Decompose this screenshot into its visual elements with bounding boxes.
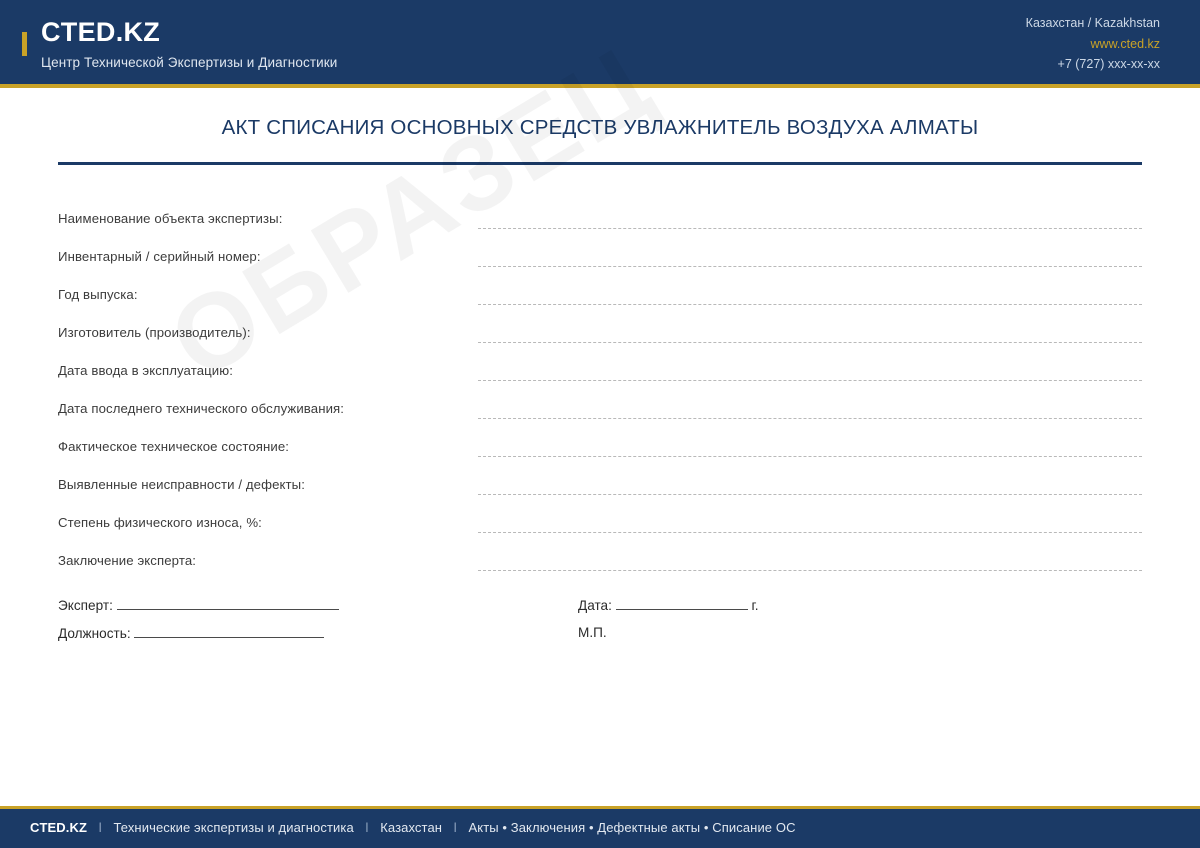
form-row xyxy=(58,419,1142,457)
form-row xyxy=(58,305,1142,343)
contact-phone: +7 (727) xxx-xx-xx xyxy=(1057,57,1160,72)
contact-website-link[interactable]: www.cted.kz xyxy=(1090,36,1160,51)
expert-label: Эксперт: xyxy=(58,598,113,613)
field-label: Степень физического износа, %: xyxy=(58,515,262,530)
form-row xyxy=(58,229,1142,267)
field-label: Выявленные неисправности / дефекты: xyxy=(58,477,306,492)
position-label: Должность: xyxy=(58,626,131,641)
signature-row-expert xyxy=(58,597,1142,613)
footer-region: Казахстан xyxy=(380,819,443,835)
form-row xyxy=(58,495,1142,533)
field-input-line[interactable] xyxy=(478,548,1142,571)
field-input-line[interactable] xyxy=(478,206,1142,229)
brand-title: CTED.KZ xyxy=(41,17,161,48)
footer-separator: l xyxy=(98,819,102,835)
field-label: Наименование объекта экспертизы: xyxy=(58,211,283,226)
form-row xyxy=(58,457,1142,495)
signature-block xyxy=(58,597,1142,641)
date-suffix: г. xyxy=(751,598,759,613)
field-label: Изготовитель (производитель): xyxy=(58,325,251,340)
stamp-placeholder: М.П. xyxy=(578,625,607,640)
field-input-line[interactable] xyxy=(478,244,1142,267)
title-divider xyxy=(58,162,1142,165)
form-row xyxy=(58,533,1142,571)
field-label: Год выпуска: xyxy=(58,287,138,302)
brand-accent-bar xyxy=(22,32,27,56)
field-input-line[interactable] xyxy=(478,396,1142,419)
date-field xyxy=(578,597,759,613)
brand-text xyxy=(41,18,337,70)
signature-row-position xyxy=(58,625,1142,641)
date-label: Дата: xyxy=(578,598,612,613)
field-label: Заключение эксперта: xyxy=(58,553,197,568)
expert-field xyxy=(58,597,578,613)
header-contacts xyxy=(1026,13,1160,75)
position-field xyxy=(58,625,578,641)
field-label: Инвентарный / серийный номер: xyxy=(58,249,261,264)
footer-gold-divider xyxy=(0,806,1200,809)
page-footer xyxy=(0,806,1200,848)
field-input-line[interactable] xyxy=(478,358,1142,381)
form-row xyxy=(58,267,1142,305)
position-input-line[interactable] xyxy=(134,625,324,638)
footer-brand: CTED.KZ xyxy=(30,819,88,835)
page-title: АКТ СПИСАНИЯ ОСНОВНЫХ СРЕДСТВ УВЛАЖНИТЕЛЬ ВОЗДУХА АЛМАТЫ xyxy=(221,116,979,139)
form-row xyxy=(58,381,1142,419)
field-input-line[interactable] xyxy=(478,510,1142,533)
footer-text xyxy=(30,820,796,835)
brand-subtitle: Центр Технической Экспертизы и Диагностики xyxy=(41,54,338,70)
field-input-line[interactable] xyxy=(478,434,1142,457)
form-row xyxy=(58,343,1142,381)
footer-docs: Акты • Заключения • Дефектные акты • Списание ОС xyxy=(468,819,796,835)
page-header xyxy=(0,0,1200,88)
field-input-line[interactable] xyxy=(478,282,1142,305)
date-input-line[interactable] xyxy=(616,597,748,610)
footer-services: Технические экспертизы и диагностика xyxy=(113,819,354,835)
contact-country: Казахстан / Kazakhstan xyxy=(1025,16,1160,31)
form-row xyxy=(58,191,1142,229)
field-label: Фактическое техническое состояние: xyxy=(58,439,290,454)
brand-block xyxy=(22,18,337,70)
field-input-line[interactable] xyxy=(478,472,1142,495)
footer-separator: l xyxy=(365,819,369,835)
header-gold-divider xyxy=(0,84,1200,88)
field-label: Дата последнего технического обслуживания: xyxy=(58,401,345,416)
footer-separator: l xyxy=(453,819,457,835)
form-fields xyxy=(58,191,1142,571)
field-label: Дата ввода в эксплуатацию: xyxy=(58,363,234,378)
field-input-line[interactable] xyxy=(478,320,1142,343)
expert-signature-line[interactable] xyxy=(117,597,339,610)
